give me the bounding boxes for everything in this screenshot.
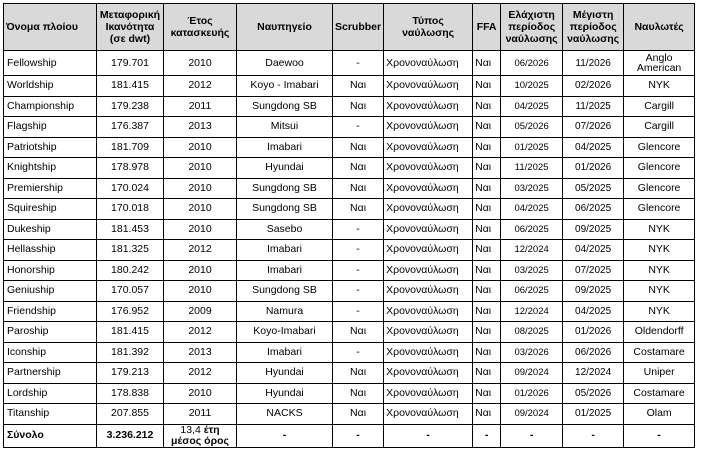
min-period-cell: 08/2025: [501, 322, 563, 343]
table-row: [4, 199, 695, 220]
min-period-cell: 03/2026: [501, 342, 563, 363]
fleet-table-container: [3, 3, 695, 448]
shipyard-cell: Mitsui: [237, 117, 333, 138]
header-charterers: Ναυλωτές: [624, 4, 695, 51]
header-shipyard: Ναυπηγείο: [237, 4, 333, 51]
shipyard-cell: Sungdong SB: [237, 281, 333, 302]
ship-name-cell: Squireship: [4, 199, 97, 220]
header-row: [4, 4, 695, 51]
header-charter-type: Τύπος ναύλωσης: [384, 4, 473, 51]
ship-name-cell: Worldship: [4, 76, 97, 97]
charterer-cell: NYK: [624, 76, 695, 97]
charter-type-cell: Χρονοναύλωση: [384, 383, 473, 404]
capacity-cell: 181.415: [97, 76, 164, 97]
charter-type-cell: Χρονοναύλωση: [384, 219, 473, 240]
min-period-cell: 06/2026: [501, 51, 563, 76]
capacity-cell: 176.952: [97, 301, 164, 322]
charter-type-cell: Χρονοναύλωση: [384, 281, 473, 302]
table-row: [4, 404, 695, 425]
min-period-cell: 04/2025: [501, 199, 563, 220]
min-period-cell: 06/2025: [501, 219, 563, 240]
scrubber-cell: Ναι: [333, 137, 384, 158]
max-period-cell: 04/2025: [563, 301, 624, 322]
table-row: [4, 158, 695, 179]
year-cell: 2012: [164, 322, 237, 343]
max-period-cell: 11/2026: [563, 51, 624, 76]
ship-name-cell: Premiership: [4, 178, 97, 199]
shipyard-cell: Sungdong SB: [237, 178, 333, 199]
charterer-cell: Glencore: [624, 199, 695, 220]
scrubber-cell: -: [333, 342, 384, 363]
capacity-cell: 178.838: [97, 383, 164, 404]
total-max-period: -: [563, 424, 624, 447]
max-period-cell: 04/2025: [563, 240, 624, 261]
capacity-cell: 180.242: [97, 260, 164, 281]
shipyard-cell: Daewoo: [237, 51, 333, 76]
max-period-cell: 05/2025: [563, 178, 624, 199]
min-period-cell: 10/2025: [501, 76, 563, 97]
ffa-cell: Ναι: [473, 404, 501, 425]
year-cell: 2012: [164, 76, 237, 97]
ship-name-cell: Hellasship: [4, 240, 97, 261]
min-period-cell: 11/2025: [501, 158, 563, 179]
table-row: [4, 383, 695, 404]
fleet-table: [3, 3, 695, 448]
scrubber-cell: Ναι: [333, 363, 384, 384]
ffa-cell: Ναι: [473, 178, 501, 199]
table-row: [4, 260, 695, 281]
scrubber-cell: Ναι: [333, 178, 384, 199]
year-cell: 2012: [164, 240, 237, 261]
charter-type-cell: Χρονοναύλωση: [384, 301, 473, 322]
charterer-cell: Cargill: [624, 117, 695, 138]
charterer-cell: Costamare: [624, 342, 695, 363]
ffa-cell: Ναι: [473, 117, 501, 138]
charterer-cell: Oldendorff: [624, 322, 695, 343]
year-cell: 2010: [164, 383, 237, 404]
max-period-cell: 11/2025: [563, 96, 624, 117]
table-row: [4, 301, 695, 322]
table-row: [4, 117, 695, 138]
min-period-cell: 01/2025: [501, 137, 563, 158]
header-ffa: FFA: [473, 4, 501, 51]
capacity-cell: 181.709: [97, 137, 164, 158]
capacity-cell: 170.018: [97, 199, 164, 220]
header-year: Έτος κατασκευής: [164, 4, 237, 51]
ffa-cell: Ναι: [473, 96, 501, 117]
capacity-cell: 179.701: [97, 51, 164, 76]
year-cell: 2011: [164, 404, 237, 425]
capacity-cell: 181.325: [97, 240, 164, 261]
capacity-cell: 181.392: [97, 342, 164, 363]
shipyard-cell: Hyundai: [237, 158, 333, 179]
scrubber-cell: Ναι: [333, 322, 384, 343]
charter-type-cell: Χρονοναύλωση: [384, 199, 473, 220]
min-period-cell: 09/2024: [501, 363, 563, 384]
max-period-cell: 09/2025: [563, 219, 624, 240]
min-period-cell: 03/2025: [501, 178, 563, 199]
table-row: [4, 240, 695, 261]
max-period-cell: 07/2025: [563, 260, 624, 281]
charter-type-cell: Χρονοναύλωση: [384, 363, 473, 384]
charterer-cell: NYK: [624, 240, 695, 261]
max-period-cell: 01/2026: [563, 158, 624, 179]
max-period-cell: 01/2026: [563, 322, 624, 343]
shipyard-cell: Hyundai: [237, 383, 333, 404]
year-cell: 2010: [164, 281, 237, 302]
shipyard-cell: Koyo-Imabari: [237, 322, 333, 343]
year-cell: 2011: [164, 96, 237, 117]
capacity-cell: 207.855: [97, 404, 164, 425]
ffa-cell: Ναι: [473, 51, 501, 76]
ffa-cell: Ναι: [473, 158, 501, 179]
shipyard-cell: Koyo - Imabari: [237, 76, 333, 97]
charterer-cell: Glencore: [624, 178, 695, 199]
table-row: [4, 281, 695, 302]
max-period-cell: 06/2026: [563, 342, 624, 363]
charter-type-cell: Χρονοναύλωση: [384, 117, 473, 138]
charter-type-cell: Χρονοναύλωση: [384, 240, 473, 261]
charterer-cell: Cargill: [624, 96, 695, 117]
year-cell: 2012: [164, 363, 237, 384]
min-period-cell: 06/2025: [501, 281, 563, 302]
shipyard-cell: Sasebo: [237, 219, 333, 240]
shipyard-cell: NACKS: [237, 404, 333, 425]
ship-name-cell: Paroship: [4, 322, 97, 343]
ffa-cell: Ναι: [473, 76, 501, 97]
scrubber-cell: -: [333, 240, 384, 261]
table-row: [4, 363, 695, 384]
header-min-period: Ελάχιστη περίοδος ναύλωσης: [501, 4, 563, 51]
year-cell: 2010: [164, 178, 237, 199]
ship-name-cell: Patriotship: [4, 137, 97, 158]
header-max-period: Μέγιστη περίοδος ναύλωσης: [563, 4, 624, 51]
scrubber-cell: Ναι: [333, 383, 384, 404]
capacity-cell: 179.238: [97, 96, 164, 117]
min-period-cell: 01/2026: [501, 383, 563, 404]
charter-type-cell: Χρονοναύλωση: [384, 322, 473, 343]
capacity-cell: 170.057: [97, 281, 164, 302]
ffa-cell: Ναι: [473, 281, 501, 302]
max-period-cell: 04/2025: [563, 137, 624, 158]
header-ship-name: Όνομα πλοίου: [4, 4, 97, 51]
charterer-cell: NYK: [624, 301, 695, 322]
shipyard-cell: Hyundai: [237, 363, 333, 384]
year-cell: 2010: [164, 158, 237, 179]
total-min-period: -: [501, 424, 563, 447]
ffa-cell: Ναι: [473, 260, 501, 281]
scrubber-cell: -: [333, 301, 384, 322]
total-shipyard: -: [237, 424, 333, 447]
min-period-cell: 12/2024: [501, 301, 563, 322]
ffa-cell: Ναι: [473, 383, 501, 404]
min-period-cell: 09/2024: [501, 404, 563, 425]
total-dwt: 3.236.212: [97, 424, 164, 447]
shipyard-cell: Imabari: [237, 137, 333, 158]
ship-name-cell: Flagship: [4, 117, 97, 138]
max-period-cell: 01/2025: [563, 404, 624, 425]
charter-type-cell: Χρονοναύλωση: [384, 178, 473, 199]
charter-type-cell: Χρονοναύλωση: [384, 51, 473, 76]
ffa-cell: Ναι: [473, 301, 501, 322]
ship-name-cell: Partnership: [4, 363, 97, 384]
total-scrubber: -: [333, 424, 384, 447]
charterer-cell: Uniper: [624, 363, 695, 384]
capacity-cell: 181.453: [97, 219, 164, 240]
max-period-cell: 09/2025: [563, 281, 624, 302]
scrubber-cell: -: [333, 260, 384, 281]
average-age-unit: έτη: [203, 424, 220, 436]
year-cell: 2013: [164, 342, 237, 363]
ship-name-cell: Dukeship: [4, 219, 97, 240]
shipyard-cell: Imabari: [237, 342, 333, 363]
charterer-cell: Glencore: [624, 137, 695, 158]
year-cell: 2010: [164, 260, 237, 281]
shipyard-cell: Sungdong SB: [237, 199, 333, 220]
charterer-cell: Costamare: [624, 383, 695, 404]
scrubber-cell: Ναι: [333, 158, 384, 179]
year-cell: 2010: [164, 51, 237, 76]
table-row: [4, 342, 695, 363]
ship-name-cell: Iconship: [4, 342, 97, 363]
ship-name-cell: Geniuship: [4, 281, 97, 302]
table-row: [4, 96, 695, 117]
charter-type-cell: Χρονοναύλωση: [384, 137, 473, 158]
max-period-cell: 07/2026: [563, 117, 624, 138]
scrubber-cell: -: [333, 281, 384, 302]
shipyard-cell: Sungdong SB: [237, 96, 333, 117]
capacity-cell: 181.415: [97, 322, 164, 343]
table-row: [4, 137, 695, 158]
header-capacity: Μεταφορική Ικανότητα (σε dwt): [97, 4, 164, 51]
average-age-value: 13,4: [180, 424, 201, 436]
charter-type-cell: Χρονοναύλωση: [384, 76, 473, 97]
ffa-cell: Ναι: [473, 342, 501, 363]
min-period-cell: 12/2024: [501, 240, 563, 261]
total-row: [4, 424, 695, 447]
total-charter-type: -: [384, 424, 473, 447]
charter-type-cell: Χρονοναύλωση: [384, 158, 473, 179]
ffa-cell: Ναι: [473, 199, 501, 220]
table-row: [4, 76, 695, 97]
year-cell: 2010: [164, 219, 237, 240]
charterer-cell: Glencore: [624, 158, 695, 179]
table-row: [4, 219, 695, 240]
ffa-cell: Ναι: [473, 363, 501, 384]
total-charterer: -: [624, 424, 695, 447]
ship-name-cell: Championship: [4, 96, 97, 117]
charter-type-cell: Χρονοναύλωση: [384, 260, 473, 281]
scrubber-cell: Ναι: [333, 199, 384, 220]
shipyard-cell: Namura: [237, 301, 333, 322]
ffa-cell: Ναι: [473, 240, 501, 261]
average-age: [164, 424, 237, 447]
year-cell: 2010: [164, 137, 237, 158]
scrubber-cell: -: [333, 117, 384, 138]
header-scrubber: Scrubber: [333, 4, 384, 51]
scrubber-cell: Ναι: [333, 404, 384, 425]
capacity-cell: 176.387: [97, 117, 164, 138]
ship-name-cell: Friendship: [4, 301, 97, 322]
max-period-cell: 06/2025: [563, 199, 624, 220]
capacity-cell: 170.024: [97, 178, 164, 199]
shipyard-cell: Imabari: [237, 240, 333, 261]
table-row: [4, 178, 695, 199]
table-row: [4, 322, 695, 343]
ship-name-cell: Lordship: [4, 383, 97, 404]
min-period-cell: 03/2025: [501, 260, 563, 281]
charter-type-cell: Χρονοναύλωση: [384, 342, 473, 363]
total-label: Σύνολο: [4, 424, 97, 447]
scrubber-cell: Ναι: [333, 76, 384, 97]
capacity-cell: 178.978: [97, 158, 164, 179]
max-period-cell: 12/2024: [563, 363, 624, 384]
total-ffa: -: [473, 424, 501, 447]
charterer-cell: Olam: [624, 404, 695, 425]
year-cell: 2009: [164, 301, 237, 322]
min-period-cell: 04/2025: [501, 96, 563, 117]
ffa-cell: Ναι: [473, 322, 501, 343]
ffa-cell: Ναι: [473, 137, 501, 158]
charterer-cell: NYK: [624, 260, 695, 281]
charter-type-cell: Χρονοναύλωση: [384, 404, 473, 425]
min-period-cell: 05/2026: [501, 117, 563, 138]
charter-type-cell: Χρονοναύλωση: [384, 96, 473, 117]
scrubber-cell: -: [333, 51, 384, 76]
average-age-suffix: μέσος όρος: [171, 434, 229, 447]
ship-name-cell: Knightship: [4, 158, 97, 179]
charterer-cell: NYK: [624, 281, 695, 302]
scrubber-cell: -: [333, 219, 384, 240]
ship-name-cell: Fellowship: [4, 51, 97, 76]
max-period-cell: 02/2026: [563, 76, 624, 97]
table-row: [4, 51, 695, 76]
ship-name-cell: Honorship: [4, 260, 97, 281]
charterer-cell: NYK: [624, 219, 695, 240]
year-cell: 2010: [164, 199, 237, 220]
scrubber-cell: Ναι: [333, 96, 384, 117]
ship-name-cell: Titanship: [4, 404, 97, 425]
capacity-cell: 179.213: [97, 363, 164, 384]
year-cell: 2013: [164, 117, 237, 138]
ffa-cell: Ναι: [473, 219, 501, 240]
max-period-cell: 05/2026: [563, 383, 624, 404]
shipyard-cell: Imabari: [237, 260, 333, 281]
charterer-cell: Anglo American: [624, 51, 695, 76]
